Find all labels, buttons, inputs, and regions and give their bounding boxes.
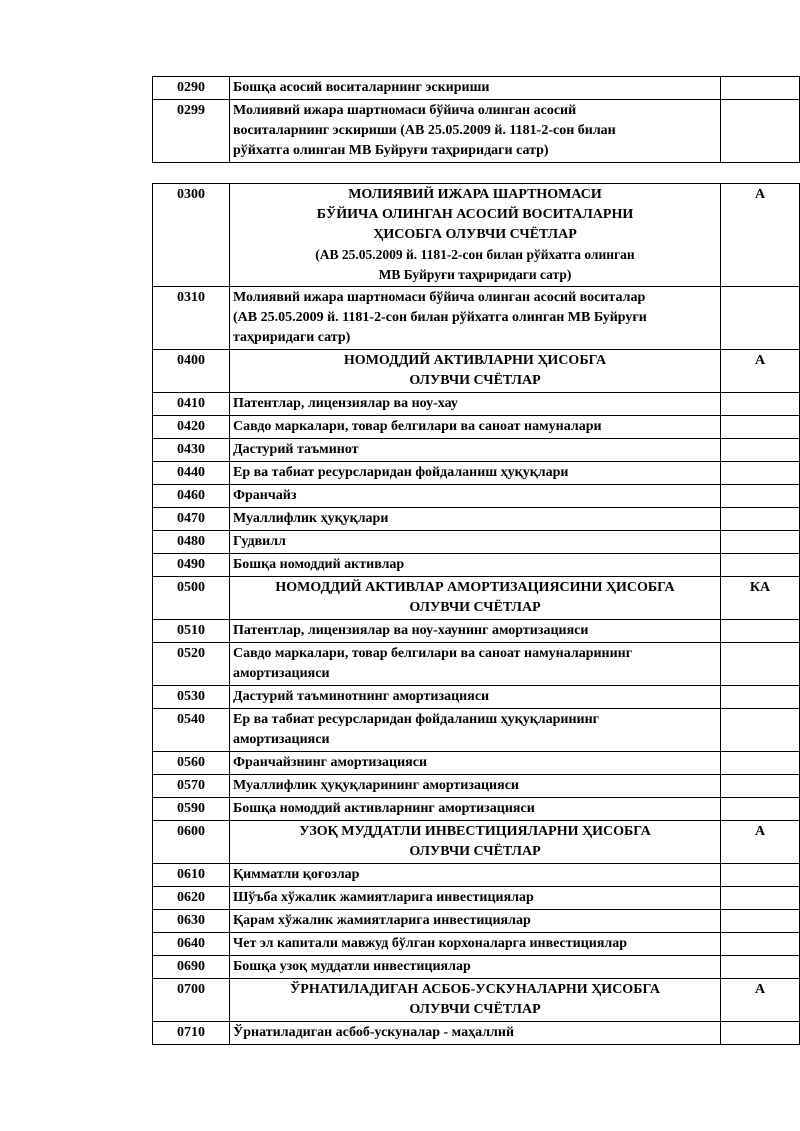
account-code: 0420	[153, 416, 230, 439]
account-code: 0520	[153, 643, 230, 686]
account-name-line: ҲИСОБГА ОЛУВЧИ СЧЁТЛАР	[373, 227, 577, 242]
account-category	[721, 531, 800, 554]
account-name-line: Чет эл капитали мавжуд бўлган корхоналарга инвестициялар	[233, 936, 628, 951]
account-name-line: Ўрнатиладиган асбоб-ускуналар - маҳаллий	[233, 1025, 515, 1040]
account-code: 0560	[153, 752, 230, 775]
account-name	[230, 77, 721, 100]
table-row	[153, 1022, 800, 1045]
account-category	[721, 77, 800, 100]
account-name-line: Бошқа асосий воситаларнинг эскириши	[233, 80, 490, 95]
account-name-line: Муаллифлик ҳуқуқлари	[233, 511, 389, 526]
account-code: 0700	[153, 979, 230, 1022]
account-name	[230, 620, 721, 643]
account-name	[230, 184, 721, 287]
account-category	[721, 620, 800, 643]
account-code: 0470	[153, 508, 230, 531]
account-name	[230, 350, 721, 393]
account-name	[230, 531, 721, 554]
account-name-line: Дастурий таъминотнинг амортизацияси	[233, 689, 490, 704]
account-name-line: Патентлар, лицензиялар ва ноу-хау	[233, 396, 458, 411]
table-row	[153, 287, 800, 350]
account-name-line: МОЛИЯВИЙ ИЖАРА ШАРТНОМАСИ	[348, 187, 602, 202]
account-category: А	[721, 350, 800, 393]
account-category	[721, 439, 800, 462]
table-row	[153, 620, 800, 643]
account-code: 0570	[153, 775, 230, 798]
table-row	[153, 508, 800, 531]
account-name-line: ОЛУВЧИ СЧЁТЛАР	[409, 1002, 541, 1017]
account-code: 0710	[153, 1022, 230, 1045]
table-row	[153, 393, 800, 416]
account-name-line: ОЛУВЧИ СЧЁТЛАР	[409, 844, 541, 859]
account-name-line: НОМОДДИЙ АКТИВЛАР АМОРТИЗАЦИЯСИНИ ҲИСОБГА	[275, 580, 675, 595]
section-heading-row	[153, 979, 800, 1022]
account-name-line: БЎЙИЧА ОЛИНГАН АСОСИЙ ВОСИТАЛАРНИ	[316, 207, 634, 222]
account-name	[230, 554, 721, 577]
account-code: 0530	[153, 686, 230, 709]
account-name-line: ОЛУВЧИ СЧЁТЛАР	[409, 373, 541, 388]
account-name-line: Савдо маркалари, товар белгилари ва саноат намуналари	[233, 419, 602, 434]
account-code: 0290	[153, 77, 230, 100]
table-row	[153, 77, 800, 100]
account-name-line: Шўъба хўжалик жамиятларига инвестициялар	[233, 890, 534, 905]
account-code: 0430	[153, 439, 230, 462]
account-name-line: Бошқа узоқ муддатли инвестициялар	[233, 959, 471, 974]
account-code: 0310	[153, 287, 230, 350]
account-name-line: Муаллифлик ҳуқуқларининг амортизацияси	[233, 778, 519, 793]
account-name	[230, 775, 721, 798]
account-category	[721, 775, 800, 798]
account-category	[721, 554, 800, 577]
account-category	[721, 686, 800, 709]
table-row	[153, 910, 800, 933]
account-code: 0299	[153, 100, 230, 163]
account-category: А	[721, 979, 800, 1022]
account-code: 0460	[153, 485, 230, 508]
account-code: 0300	[153, 184, 230, 287]
table-row	[153, 686, 800, 709]
account-code: 0690	[153, 956, 230, 979]
account-category: А	[721, 821, 800, 864]
account-code: 0480	[153, 531, 230, 554]
table-row	[153, 752, 800, 775]
account-category: А	[721, 184, 800, 287]
account-category	[721, 393, 800, 416]
account-category	[721, 643, 800, 686]
account-name	[230, 709, 721, 752]
account-name-line: Франчайз	[233, 488, 297, 503]
account-code: 0440	[153, 462, 230, 485]
account-name-line: Ер ва табиат ресурсларидан фойдаланиш ҳуқуқлари	[233, 465, 569, 480]
account-code: 0610	[153, 864, 230, 887]
account-code: 0640	[153, 933, 230, 956]
account-name	[230, 393, 721, 416]
accounts-table-top	[152, 76, 800, 163]
account-name-note-line: (АВ 25.05.2009 й. 1181-2-сон билан рўйхатга олинган	[315, 247, 635, 262]
account-code: 0510	[153, 620, 230, 643]
account-category	[721, 287, 800, 350]
account-category: КА	[721, 577, 800, 620]
table-row	[153, 887, 800, 910]
account-name	[230, 1022, 721, 1045]
account-name	[230, 643, 721, 686]
account-name-line: Қарам хўжалик жамиятларига инвестициялар	[233, 913, 531, 928]
account-name-line: Молиявий ижара шартномаси бўйича олинган асосий	[233, 103, 577, 118]
account-name	[230, 462, 721, 485]
account-name	[230, 508, 721, 531]
account-category	[721, 462, 800, 485]
table-row	[153, 798, 800, 821]
account-category	[721, 1022, 800, 1045]
account-name	[230, 933, 721, 956]
account-name-line: Бошқа номоддий активлар	[233, 557, 405, 572]
account-category	[721, 752, 800, 775]
account-name	[230, 752, 721, 775]
account-name	[230, 485, 721, 508]
account-name-line: воситаларнинг эскириши (АВ 25.05.2009 й. 1181-2-сон билан	[233, 123, 616, 138]
account-name	[230, 577, 721, 620]
account-name-line: Гудвилл	[233, 534, 286, 549]
section-heading-row	[153, 821, 800, 864]
account-name	[230, 979, 721, 1022]
table-row	[153, 709, 800, 752]
table-row	[153, 531, 800, 554]
account-name-line: Дастурий таъминот	[233, 442, 359, 457]
account-name-line: амортизацияси	[233, 666, 330, 681]
table-row	[153, 485, 800, 508]
table-row	[153, 416, 800, 439]
account-name-line: таҳриридаги сатр)	[233, 330, 351, 345]
account-name	[230, 887, 721, 910]
table-row	[153, 956, 800, 979]
section-heading-row	[153, 184, 800, 287]
account-code: 0490	[153, 554, 230, 577]
account-name-line: амортизацияси	[233, 732, 330, 747]
account-name-line: Молиявий ижара шартномаси бўйича олинган асосий воситалар	[233, 290, 646, 305]
account-name-line: Ер ва табиат ресурсларидан фойдаланиш ҳуқуқларининг	[233, 712, 600, 727]
section-heading-row	[153, 350, 800, 393]
table-row	[153, 933, 800, 956]
account-name	[230, 686, 721, 709]
account-name-note-line: МВ Буйруғи таҳриридаги сатр)	[378, 267, 572, 282]
account-name-line: Франчайзнинг амортизацияси	[233, 755, 428, 770]
account-name-line: Қимматли қоғозлар	[233, 867, 360, 882]
account-code: 0600	[153, 821, 230, 864]
account-name-line: (АВ 25.05.2009 й. 1181-2-сон билан рўйхатга олинган МВ Буйруғи	[233, 310, 647, 325]
account-category	[721, 709, 800, 752]
account-category	[721, 956, 800, 979]
account-category	[721, 887, 800, 910]
account-category	[721, 798, 800, 821]
accounts-table-main	[152, 183, 800, 1045]
account-name-line: УЗОҚ МУДДАТЛИ ИНВЕСТИЦИЯЛАРНИ ҲИСОБГА	[299, 824, 651, 839]
account-code: 0400	[153, 350, 230, 393]
account-name	[230, 287, 721, 350]
account-name	[230, 864, 721, 887]
account-name-line: Патентлар, лицензиялар ва ноу-хаунинг амортизацияси	[233, 623, 589, 638]
account-code: 0500	[153, 577, 230, 620]
table-row	[153, 775, 800, 798]
table-row	[153, 462, 800, 485]
account-name-line: рўйхатга олинган МВ Буйруғи таҳриридаги сатр)	[233, 143, 549, 158]
account-code: 0630	[153, 910, 230, 933]
table-row	[153, 643, 800, 686]
account-category	[721, 416, 800, 439]
account-code: 0540	[153, 709, 230, 752]
account-name	[230, 439, 721, 462]
account-name-line: Савдо маркалари, товар белгилари ва саноат намуналарининг	[233, 646, 633, 661]
account-name	[230, 910, 721, 933]
account-name-line: ОЛУВЧИ СЧЁТЛАР	[409, 600, 541, 615]
account-code: 0620	[153, 887, 230, 910]
account-name-line: Бошқа номоддий активларнинг амортизацияси	[233, 801, 535, 816]
account-code: 0410	[153, 393, 230, 416]
account-category	[721, 100, 800, 163]
account-name	[230, 100, 721, 163]
section-heading-row	[153, 577, 800, 620]
account-category	[721, 910, 800, 933]
table-row	[153, 864, 800, 887]
account-name	[230, 416, 721, 439]
table-row	[153, 439, 800, 462]
account-category	[721, 485, 800, 508]
account-category	[721, 864, 800, 887]
account-name	[230, 798, 721, 821]
account-code: 0590	[153, 798, 230, 821]
table-row	[153, 554, 800, 577]
table-row	[153, 100, 800, 163]
account-name	[230, 956, 721, 979]
account-category	[721, 508, 800, 531]
account-name-line: ЎРНАТИЛАДИГАН АСБОБ-УСКУНАЛАРНИ ҲИСОБГА	[290, 982, 660, 997]
account-name-line: НОМОДДИЙ АКТИВЛАРНИ ҲИСОБГА	[343, 353, 607, 368]
account-name	[230, 821, 721, 864]
account-category	[721, 933, 800, 956]
